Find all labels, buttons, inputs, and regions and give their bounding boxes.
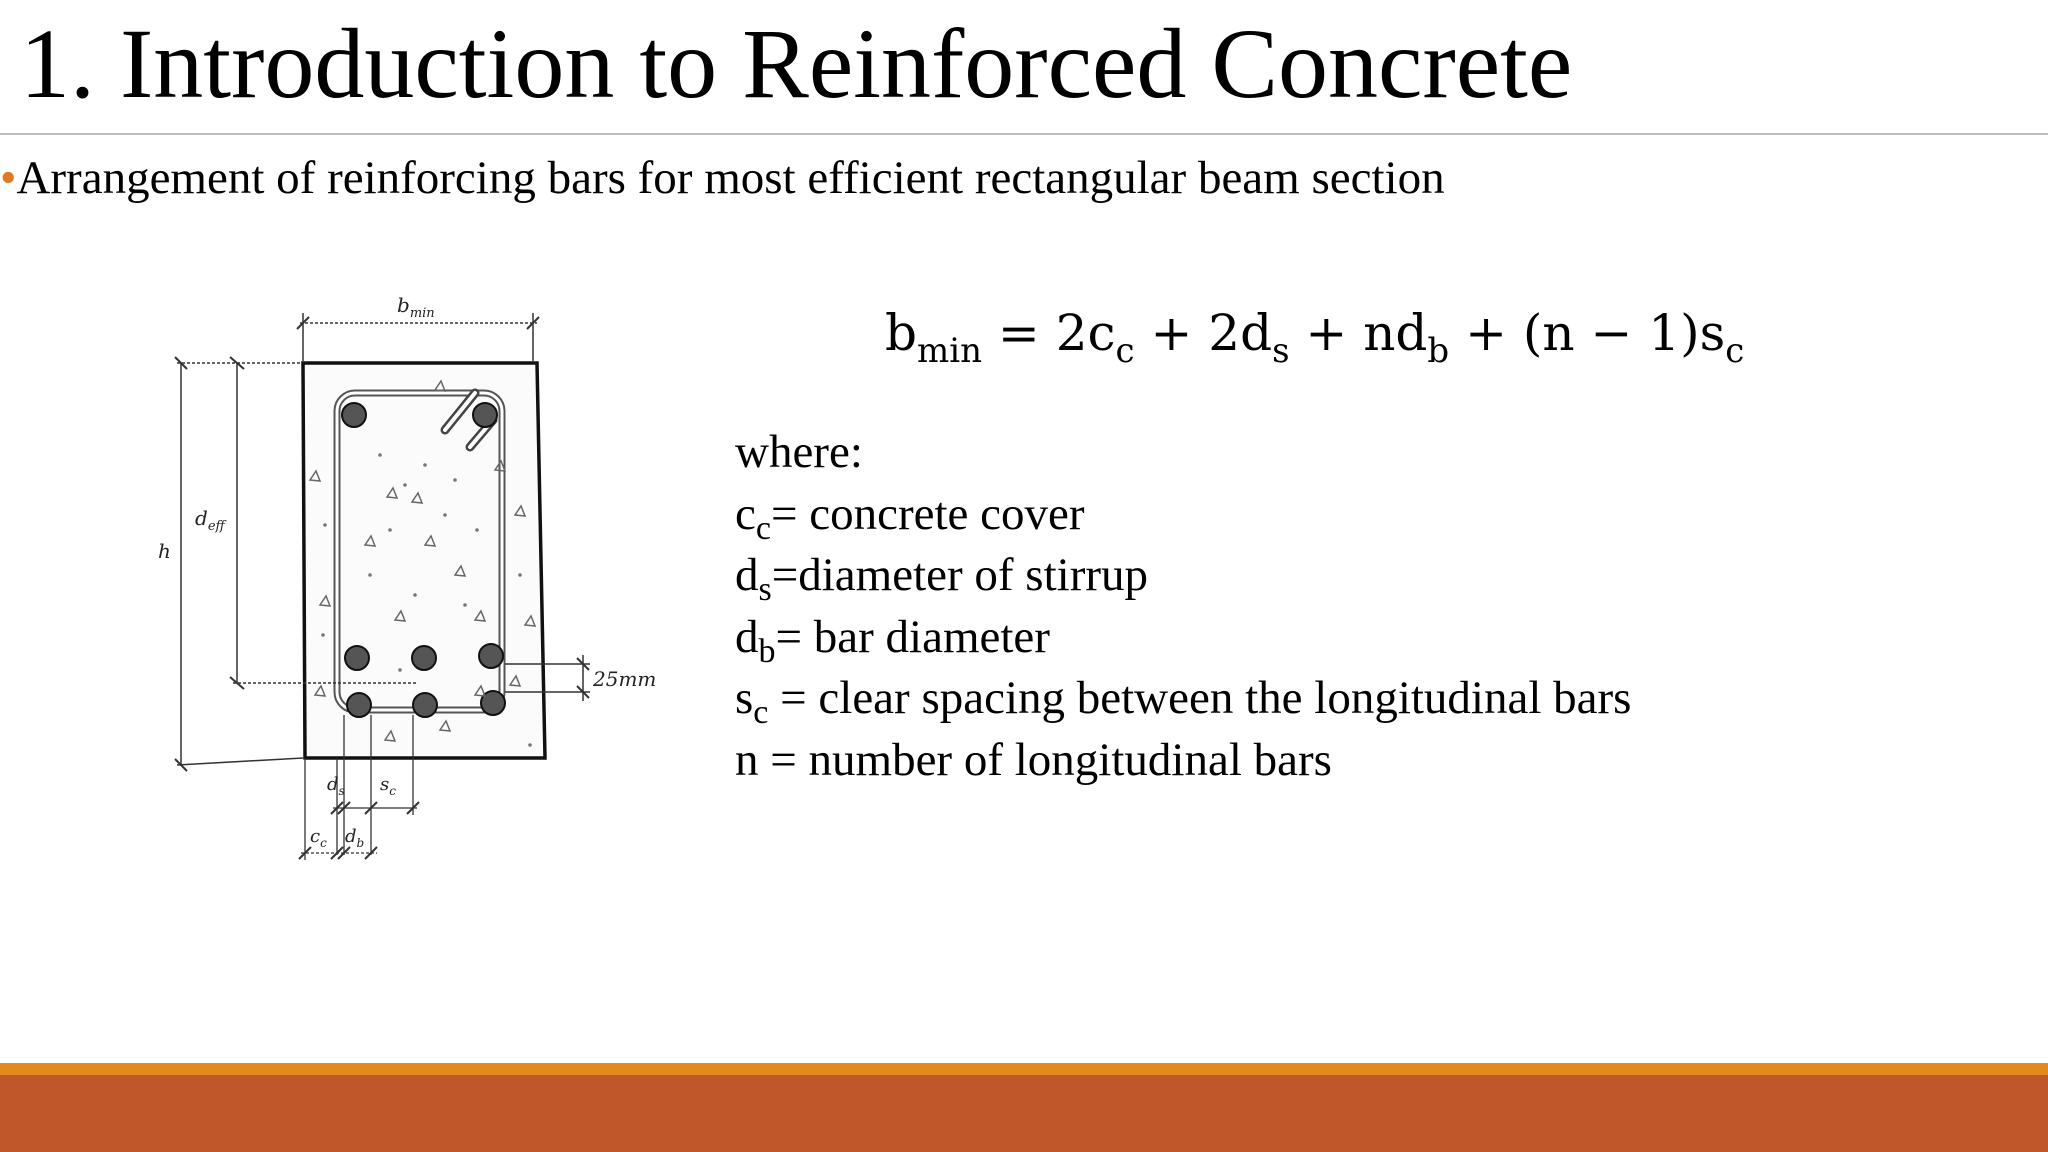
bmin-label: $b_{min}$ bbox=[397, 293, 435, 321]
bottom-bar-upper-3 bbox=[479, 644, 503, 668]
ds-symbol: d bbox=[735, 549, 759, 601]
h-label: h bbox=[158, 539, 171, 563]
bottom-bar-upper-2 bbox=[412, 646, 436, 670]
bullet-marker: • bbox=[0, 152, 17, 204]
db-label: $d_b$ bbox=[345, 826, 365, 850]
bottom-bar-lower-2 bbox=[413, 693, 437, 717]
sc-subscript: c bbox=[753, 694, 769, 731]
formula-term-cover: = 2c bbox=[982, 304, 1116, 362]
bottom-bar-lower-1 bbox=[347, 693, 371, 717]
formula-term-bars: + nd bbox=[1289, 304, 1428, 362]
bullet-text: Arrangement of reinforcing bars for most efficient rectangular beam section bbox=[16, 152, 1445, 204]
cc-symbol: c bbox=[735, 487, 756, 540]
ds-text: =diameter of stirrup bbox=[771, 549, 1149, 601]
bottom-bar-upper-1 bbox=[345, 646, 369, 670]
beam-section-diagram bbox=[125, 275, 680, 880]
db-text: = bar diameter bbox=[775, 610, 1050, 663]
definition-cover bbox=[735, 484, 1631, 546]
formula-bmin-sub: min bbox=[917, 331, 983, 371]
formula-term-stirrup: + 2d bbox=[1134, 304, 1273, 362]
definition-where: where: bbox=[735, 426, 863, 478]
spacing-label: 25mm bbox=[593, 667, 657, 691]
definition-stirrup bbox=[735, 545, 1631, 607]
sc-symbol: s bbox=[735, 672, 754, 724]
cc-text: = concrete cover bbox=[770, 487, 1085, 540]
formula-term-spacing: + (n − 1)s bbox=[1449, 304, 1726, 362]
definitions-list bbox=[735, 422, 1631, 791]
definition-clear-spacing bbox=[735, 668, 1631, 730]
ds-subscript: s bbox=[758, 571, 772, 608]
top-bar-left bbox=[342, 403, 366, 427]
formula-term-spacing-sub: c bbox=[1725, 331, 1745, 371]
bullet-item bbox=[0, 148, 1445, 208]
deff-label: $d_{eff}$ bbox=[195, 506, 225, 534]
slide-title: 1. Introduction to Reinforced Concrete bbox=[20, 8, 1573, 119]
formula-term-cover-sub: c bbox=[1115, 331, 1135, 371]
db-subscript: b bbox=[758, 632, 776, 670]
db-symbol: d bbox=[735, 610, 759, 663]
footer-bar bbox=[0, 1075, 2048, 1152]
cc-subscript: c bbox=[755, 509, 771, 547]
sc-label: $s_c$ bbox=[380, 774, 396, 798]
cc-label: $c_c$ bbox=[310, 826, 327, 850]
footer-accent-stripe bbox=[0, 1063, 2048, 1075]
sc-text: = clear spacing between the longitudinal bars bbox=[768, 672, 1632, 724]
title-divider bbox=[0, 133, 2048, 135]
beam-section-figure bbox=[125, 275, 680, 880]
ds-label: $d_s$ bbox=[327, 774, 345, 798]
definition-bar-count: n = number of longitudinal bars bbox=[735, 733, 1332, 786]
formula-term-bars-sub: b bbox=[1427, 331, 1450, 371]
formula-bmin: b bbox=[885, 304, 918, 362]
bmin-formula bbox=[885, 298, 1745, 371]
h-extension-bottom bbox=[177, 758, 303, 765]
formula-term-stirrup-sub: s bbox=[1272, 331, 1290, 371]
top-bar-right bbox=[473, 403, 497, 427]
definition-bar-diameter bbox=[735, 607, 1631, 669]
